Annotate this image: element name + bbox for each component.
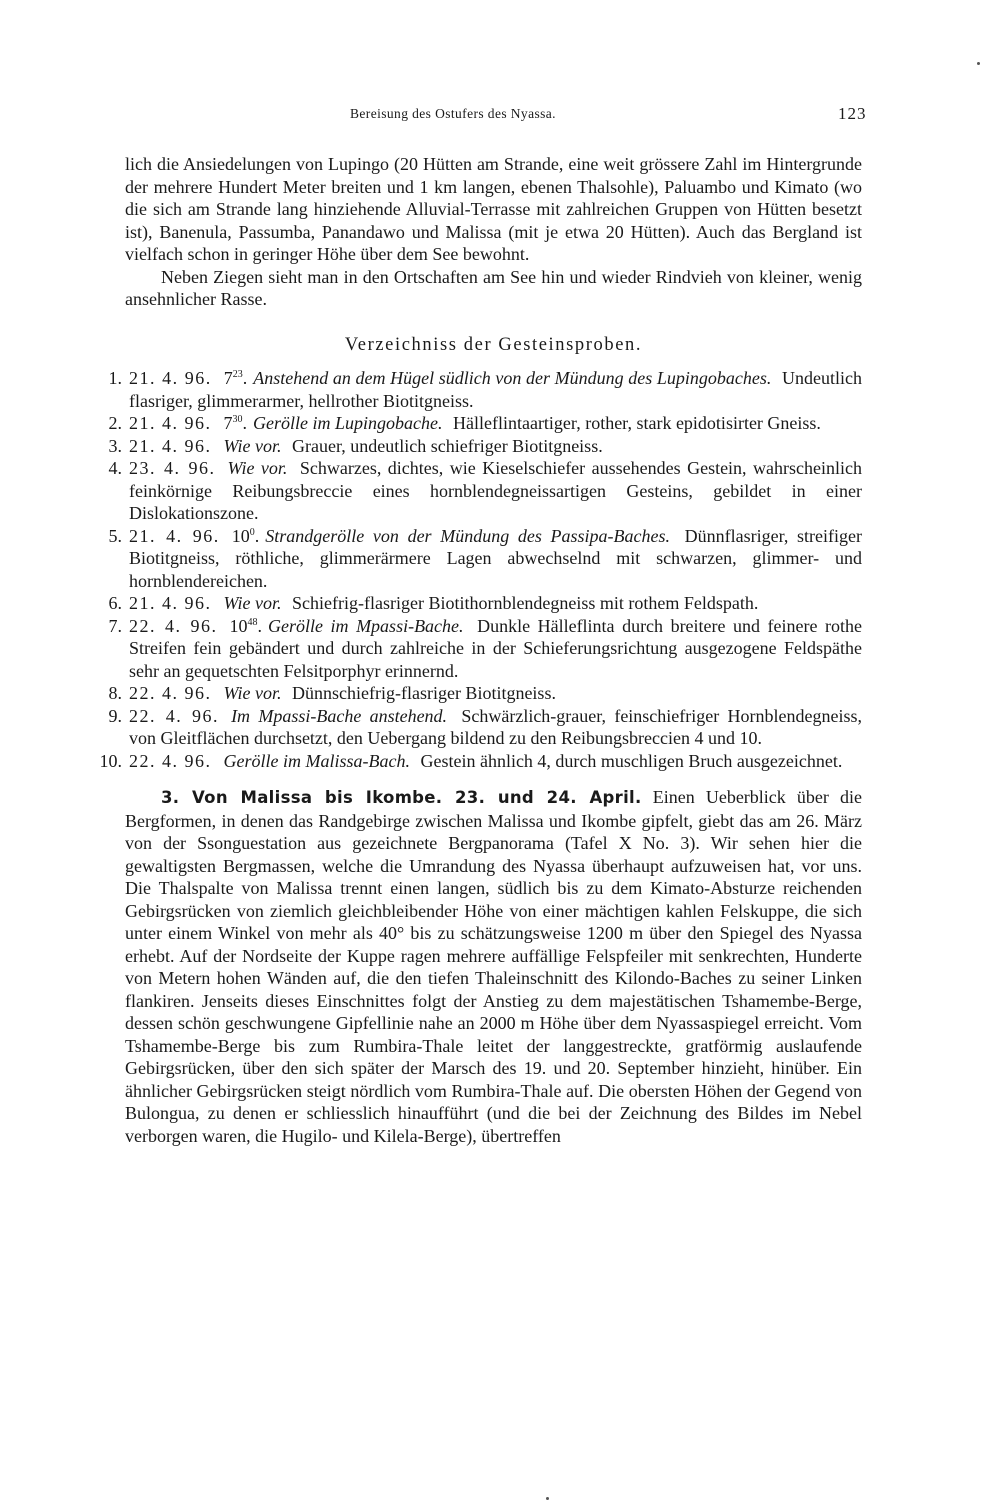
sample-description: Grauer, undeutlich schiefriger Biotitgneiss. (292, 435, 603, 456)
sample-location: Strandgerölle von der Mündung des Passipa-Baches. (265, 525, 670, 546)
sample-description: Hälleflintaartiger, rother, stark epidotisirter Gneiss. (452, 413, 821, 433)
sample-number: 3. (108, 435, 122, 456)
sample-location: Wie vor. (227, 458, 288, 478)
sample-number: 9. (108, 705, 122, 726)
sample-date: 21. 4. 96. (129, 525, 220, 546)
sample-date: 22. 4. 96. (129, 683, 212, 703)
section-title: Verzeichniss der Gesteinsproben. (344, 334, 643, 355)
sample-location: Wie vor. (223, 435, 282, 456)
sample-date: 22. 4. 96. (129, 705, 220, 726)
sample-description: Gestein ähnlich 4, durch muschligen Bruch ausgezeichnet. (420, 750, 843, 771)
sample-item (108, 435, 862, 458)
sample-item (108, 592, 862, 615)
sample-date: 21. 4. 96. (129, 593, 212, 613)
sample-number: 4. (108, 458, 122, 478)
sample-location: Gerölle im Malissa-Bach. (223, 750, 410, 771)
sample-location: Anstehend an dem Hügel südlich von der Mündung des Lupingobaches. (253, 368, 772, 388)
sample-item (108, 705, 863, 750)
page-body (99, 153, 863, 1147)
sample-time: $10^{48}$. (229, 615, 263, 636)
sample-date: 22. 4. 96. (129, 750, 212, 771)
sample-location: Im Mpassi-Bache anstehend. (231, 705, 448, 726)
sample-item (108, 412, 862, 435)
sample-date: 23. 4. 96. (129, 458, 216, 478)
sample-number: 10. (99, 750, 122, 771)
sample-description: Dünnschiefrig-flasriger Biotitgneiss. (292, 683, 556, 703)
sample-date: 21. 4. 96. (129, 435, 212, 456)
sample-number: 6. (108, 593, 122, 613)
sample-date: 21. 4. 96. (129, 413, 212, 433)
sample-number: 1. (108, 368, 122, 388)
sample-item (108, 367, 863, 412)
sample-time: $10^0$. (231, 525, 260, 546)
sample-number: 2. (108, 413, 122, 433)
sample-description: Schwärzlich-grauer, feinschiefriger Hornblendegneiss, von Gleitflächen durchsetzt, den Uebergang bildend zu den Reibungsbreccien 4 und 10. (129, 705, 863, 748)
sample-item (108, 682, 862, 705)
sample-item (108, 457, 862, 525)
sample-location: Wie vor. (223, 593, 282, 613)
sample-list (99, 367, 863, 772)
sample-date: 22. 4. 96. (129, 615, 218, 636)
sample-item (99, 750, 862, 773)
intro-paragraph-2: Neben Ziegen sieht man in den Ortschaften am See hin und wieder Rindvieh von kleiner, wenig ansehnlicher Rasse. (125, 266, 862, 309)
sample-number: 5. (108, 525, 122, 546)
sample-time: $7^{30}$. (223, 413, 247, 433)
sample-location: Gerölle im Mpassi-Bache. (268, 615, 464, 636)
scan-speck (546, 1497, 549, 1500)
sample-number: 8. (108, 683, 122, 703)
scan-speck (977, 62, 980, 65)
sample-location: Gerölle im Lupingobache. (253, 413, 443, 433)
sample-location: Wie vor. (223, 683, 282, 703)
sample-description: Schwarzes, dichtes, wie Kieselschiefer aussehendes Gestein, wahrscheinlich feinkörnige Reibungsbreccie eines hornblendegneissartigen Gesteins, gebildet in einer Dislokationszone. (129, 458, 862, 523)
sample-time: $7^{23}$. (223, 368, 248, 388)
sample-description: Dunkle Hälleflinta durch breitere und feinere rothe Streifen fein gebändert und durch zahlreiche in der Schieferungsrichtung ausgezogene Feldspäthe sehr an gequetschten Felsitporphyr erinnernd. (129, 615, 863, 681)
section-3-heading: 3. Von Malissa bis Ikombe. 23. und 24. April. (161, 788, 642, 807)
running-head: Bereisung des Ostufers des Nyassa. (350, 106, 556, 121)
sample-number: 7. (108, 615, 122, 636)
sample-description: Undeutlich flasriger, glimmerarmer, hellrother Biotitgneiss. (129, 368, 863, 411)
sample-date: 21. 4. 96. (129, 368, 212, 388)
page-number: 123 (838, 104, 867, 123)
section-3-paragraph (125, 786, 862, 1147)
section-3-text: Einen Ueberblick über die Bergformen, in denen das Randgebirge zwischen Malissa und Ikombe gipfelt, giebt das am 26. März von der Ssonguestation aus gezeichnete Bergpanorama (Tafel X No. 3). Wir sehen hier die gewaltigsten Bergmassen, welche die Umrandung des Nyassa überhaupt aufzuweisen hat, vor uns. Die Thalspalte von Malissa trennt einen langen, südlich bis zu dem Kimato-Absturze reichenden Gebirgsrücken von ziemlich gleichbleibender Höhe von einer mächtigen kahlen Felskuppe, die sich unter einem Winkel von mehr als 40° bis zu schätzungsweise 1200 m über den Spiegel des Nyassa erhebt. Auf der Nordseite der Kuppe ragen mehrere auffällige Felspfeiler mit senkrechten, Hunderte von Metern hohen Wänden auf, die den tiefen Thaleinschnitt des Kilondo-Baches zu seiner Linken flankiren. Jenseits dieses Einschnittes folgt der Anstieg zu dem majestätischen Tshamembe-Berge, dessen schön geschwungene Gipfellinie nahe an 2000 m Höhe über dem Nyassaspiegel erreicht. Vom Tshamembe-Berge bis zum Rumbira-Thale leitet der langgestreckte, gratförmig auslaufende Gebirgsrücken, über den sich später der Marsch des 19. und 20. September hinzieht, hinüber. Ein ähnlicher Gebirgsrücken steigt nördlich vom Rumbira-Thale auf. Die obersten Höhen der Gegend von Bulongua, zu denen er schliesslich hinaufführt (und die bei der Zeichnung des Bildes im Nebel verborgen waren, die Hugilo- und Kilela-Berge), übertreffen (125, 787, 863, 1146)
intro-paragraph: lich die Ansiedelungen von Lupingo (20 Hütten am Strande, eine weit grössere Zahl im Hintergrunde der mehrere Hundert Meter breiten und 1 km langen, ebenen Thalsohle), Paluambo und Kimato (wo die sich am Strande lang hinziehende Alluvial-Terrasse mit zahlreichen Gruppen von Hütten besetzt ist), Banenula, Passumba, Panandawo und Malissa (mit je etwa 20 Hütten). Auch das Bergland ist vielfach schon in geringer Höhe über dem See bewohnt. (125, 154, 862, 264)
sample-item (108, 615, 863, 683)
sample-description: Dünnflasriger, streifiger Biotitgneiss, röthliche, glimmerärmere Lagen abwechselnd mit schwarzen, glimmer- und hornblendereichen. (129, 525, 863, 591)
sample-description: Schiefrig-flasriger Biotithornblendegneiss mit rothem Feldspath. (292, 593, 759, 613)
sample-item (108, 525, 863, 593)
